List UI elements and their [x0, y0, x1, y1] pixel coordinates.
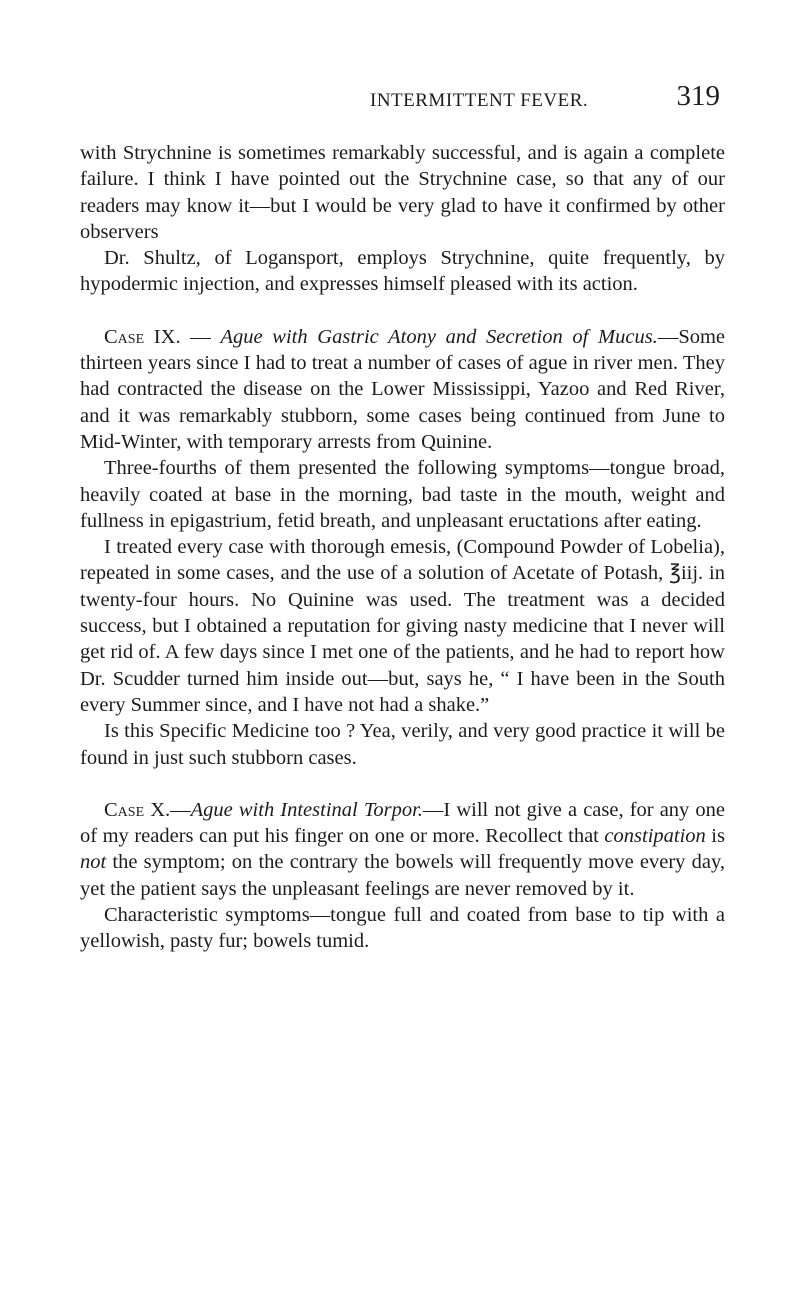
case-x-text-before: —I will not give a case, for any one of my readers can put his finger on one or more. Recollect that	[80, 798, 725, 848]
case-ix-title: Ague with Gastric Atony and Secretion of Mucus.	[220, 325, 658, 348]
case-x-emphasis-constipation: constipation	[604, 825, 706, 848]
running-title: INTERMITTENT FEVER.	[370, 90, 589, 111]
case-x-text-after: the symptom; on the contrary the bowels will frequently move every day, yet the patient says the unpleasant feelings are never removed by it.	[80, 851, 725, 900]
paragraph-treatment: I treated every case with thorough emesis, (Compound Powder of Lobelia), repeated in some cases, and the use of a solution of Acetate of Potash, ℥iij. in twenty-four hours. No Quinine was used. The treatment was a decided success, but I obtained a reputation for giving nasty medicine that I never will get rid of. A few days since I met one of the patients, and he had to report how Dr. Scudder turned him inside out—but, says he, “ I have been in the South every Summer since, and I have not had a shake.”	[80, 536, 725, 716]
page-number: 319	[676, 80, 720, 112]
paragraph-specific-medicine: Is this Specific Medicine too ? Yea, verily, and very good practice it will be found in just such stubborn cases.	[80, 720, 725, 769]
case-x-label: Case X.	[104, 798, 171, 821]
paragraph-dr-shultz: Dr. Shultz, of Logansport, employs Strychnine, quite frequently, by hypodermic injection, and expresses himself pleased with its action.	[80, 247, 725, 296]
case-x-text-mid: is	[705, 825, 725, 848]
case-x-title: Ague with Intestinal Torpor.	[190, 798, 423, 821]
paragraph-strychnine-continued: with Strychnine is sometimes remarkably successful, and is again a complete failure. I think I have pointed out the Strychnine case, so that any of our readers may know it—but I would be very glad to have it confirmed by other observers	[80, 142, 725, 243]
case-x-dash: —	[170, 798, 191, 821]
body-text	[80, 140, 725, 955]
case-ix-text: —Some thirteen years since I had to treat a number of cases of ague in river men. They had contracted the disease on the Lower Mississippi, Yazoo and Red River, and it was remarkably stubborn, some cases being continued from June to Mid-Winter, with temporary arrests from Quinine.	[80, 325, 726, 453]
paragraph-case-ix	[80, 324, 725, 455]
case-ix-label: Case IX.	[104, 325, 181, 348]
running-head	[80, 80, 720, 120]
paragraph-symptoms: Three-fourths of them presented the following symptoms—tongue broad, heavily coated at base in the morning, bad taste in the mouth, weight and fullness in epigastrium, fetid breath, and unpleasant eructations after eating.	[80, 457, 725, 532]
paragraph-characteristic-symptoms: Characteristic symptoms—tongue full and coated from base to tip with a yellowish, pasty fur; bowels tumid.	[80, 904, 725, 953]
paragraph-case-x	[80, 797, 725, 902]
case-ix-dash: —	[180, 325, 221, 348]
case-x-emphasis-not: not	[80, 851, 107, 874]
